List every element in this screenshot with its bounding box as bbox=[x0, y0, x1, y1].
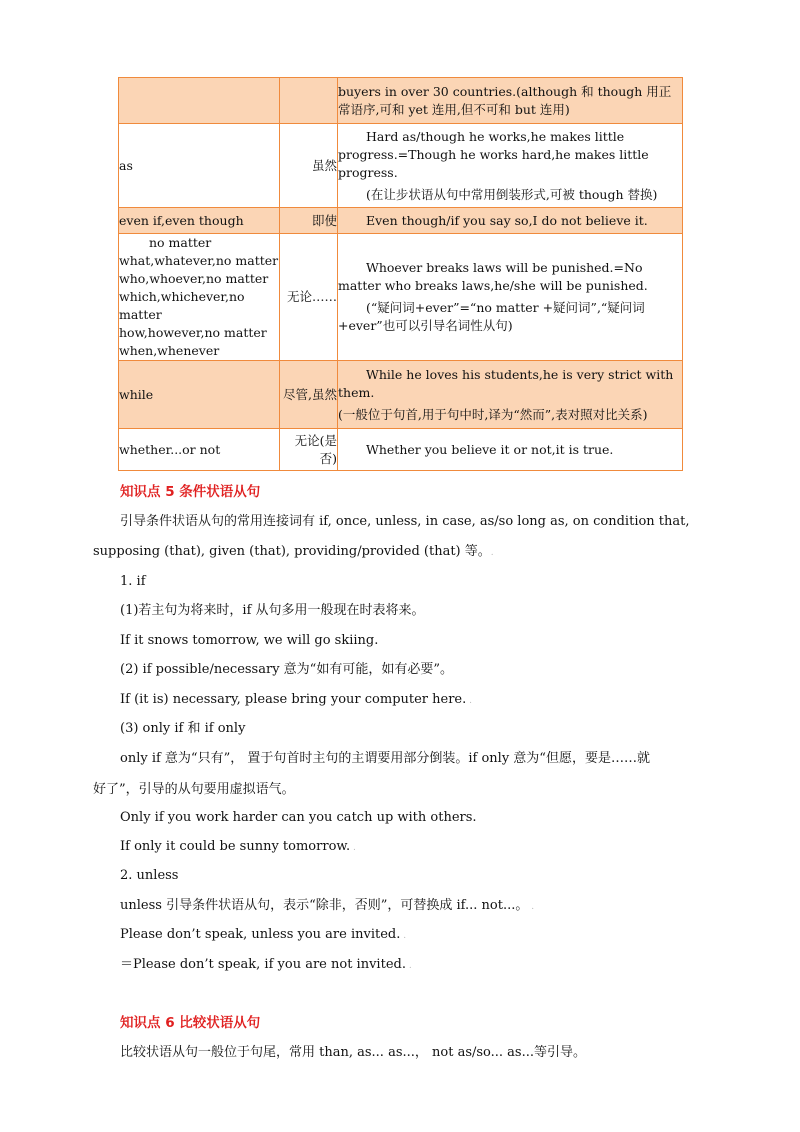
example-cell bbox=[338, 124, 683, 208]
unless-example-1: Please don’t speak, unless you are invited. . bbox=[120, 927, 407, 942]
conjunction-line: who,whoever,no matter bbox=[119, 271, 269, 286]
example-sentence: Hard as/though he works,he makes little progress.=Though he works hard,he makes little progress. bbox=[338, 128, 649, 180]
example-sentence: While he loves his students,he is very strict with them. bbox=[338, 366, 674, 400]
table-row bbox=[119, 208, 683, 234]
conjunction-line: which,whichever,no matter bbox=[119, 289, 245, 322]
if-rule-3-example-1: Only if you work harder can you catch up with others. bbox=[120, 810, 477, 825]
conjunction-line: what,whatever,no matter bbox=[119, 253, 279, 268]
table-row bbox=[119, 78, 683, 124]
example-cell bbox=[338, 429, 683, 471]
meaning-cell: 尽管,虽然 bbox=[280, 361, 338, 429]
conjunction-cell bbox=[119, 429, 280, 471]
unless-desc: unless 引导条件状语从句，表示“除非，否则”，可替换成 if... not...。 . bbox=[120, 898, 535, 913]
meaning-cell bbox=[280, 78, 338, 124]
example-sentence: buyers in over 30 countries.(although 和 though 用正常语序,可和 yet 连用,但不可和 but 连用) bbox=[338, 83, 672, 117]
example-sentence: Whether you believe it or not,it is true. bbox=[366, 441, 614, 457]
example-cell bbox=[338, 208, 683, 234]
conjunction-line: while bbox=[119, 386, 154, 402]
section-5-intro-line-2: supposing (that), given (that), providing/provided (that) 等。. bbox=[93, 544, 494, 559]
conjunction-cell bbox=[119, 78, 280, 124]
conjunction-line: as bbox=[119, 157, 133, 173]
if-rule-1-example: If it snows tomorrow, we will go skiing. bbox=[120, 633, 379, 648]
conjunction-line: whether...or not bbox=[119, 441, 221, 457]
if-rule-3-example-2: If only it could be sunny tomorrow. . bbox=[120, 839, 356, 854]
table-row bbox=[119, 361, 683, 429]
example-cell bbox=[338, 361, 683, 429]
example-sentence: Even though/if you say so,I do not believe it. bbox=[366, 212, 648, 228]
table-row bbox=[119, 124, 683, 208]
conjunction-line: no matter bbox=[149, 235, 212, 250]
example-cell bbox=[338, 234, 683, 361]
conjunction-cell bbox=[119, 234, 280, 361]
usage-note: (一般位于句首,用于句中时,译为“然而”,表对照对比关系) bbox=[338, 406, 648, 422]
example-cell bbox=[338, 78, 683, 124]
usage-note: (在让步状语从句中常用倒装形式,可被 though 替换) bbox=[366, 186, 658, 202]
meaning-cell: 无论(是否) bbox=[280, 429, 338, 471]
table-row bbox=[119, 429, 683, 471]
if-rule-3: (3) only if 和 if only bbox=[120, 721, 246, 736]
conjunction-line: even if,even though bbox=[119, 212, 244, 228]
if-rule-2-example: If (it is) necessary, please bring your computer here. . bbox=[120, 692, 472, 707]
section-5-intro-line-1: 引导条件状语从句的常用连接词有 if, once, unless, in case, as/so long as, on condition that, bbox=[120, 514, 690, 529]
section-5-title: 知识点 5 条件状语从句 bbox=[120, 484, 261, 500]
meaning-cell: 虽然 bbox=[280, 124, 338, 208]
meaning-cell: 即使 bbox=[280, 208, 338, 234]
if-rule-3-desc-1: only if 意为“只有”， 置于句首时主句的主谓要用部分倒装。if only 意为“但愿，要是……就 bbox=[120, 751, 650, 766]
conjunction-line: how,however,no matter bbox=[119, 325, 267, 340]
unless-example-2: ＝Please don’t speak, if you are not invited. . bbox=[120, 957, 412, 972]
section-6-intro: 比较状语从句一般位于句尾，常用 than, as... as...， not as/so... as...等引导。 bbox=[120, 1045, 586, 1060]
conjunction-cell bbox=[119, 124, 280, 208]
conjunction-cell bbox=[119, 361, 280, 429]
conjunction-cell bbox=[119, 208, 280, 234]
example-sentence: Whoever breaks laws will be punished.=No matter who breaks laws,he/she will be punished. bbox=[338, 260, 648, 293]
if-rule-2: (2) if possible/necessary 意为“如有可能，如有必要”。 bbox=[120, 662, 453, 677]
table-row bbox=[119, 234, 683, 361]
usage-note: (“疑问词+ever”=“no matter +疑问词”,“疑问词+ever”也可以引导名词性从句) bbox=[338, 300, 645, 333]
if-rule-3-desc-2: 好了”，引导的从句要用虚拟语气。 bbox=[93, 782, 295, 797]
meaning-cell: 无论…… bbox=[280, 234, 338, 361]
unless-heading: 2. unless bbox=[120, 868, 179, 883]
if-heading: 1. if bbox=[120, 574, 146, 589]
section-6-title: 知识点 6 比较状语从句 bbox=[120, 1015, 261, 1031]
conjunction-table bbox=[118, 77, 683, 471]
conjunction-line: when,whenever bbox=[119, 343, 220, 358]
if-rule-1: (1)若主句为将来时，if 从句多用一般现在时表将来。 bbox=[120, 603, 425, 618]
